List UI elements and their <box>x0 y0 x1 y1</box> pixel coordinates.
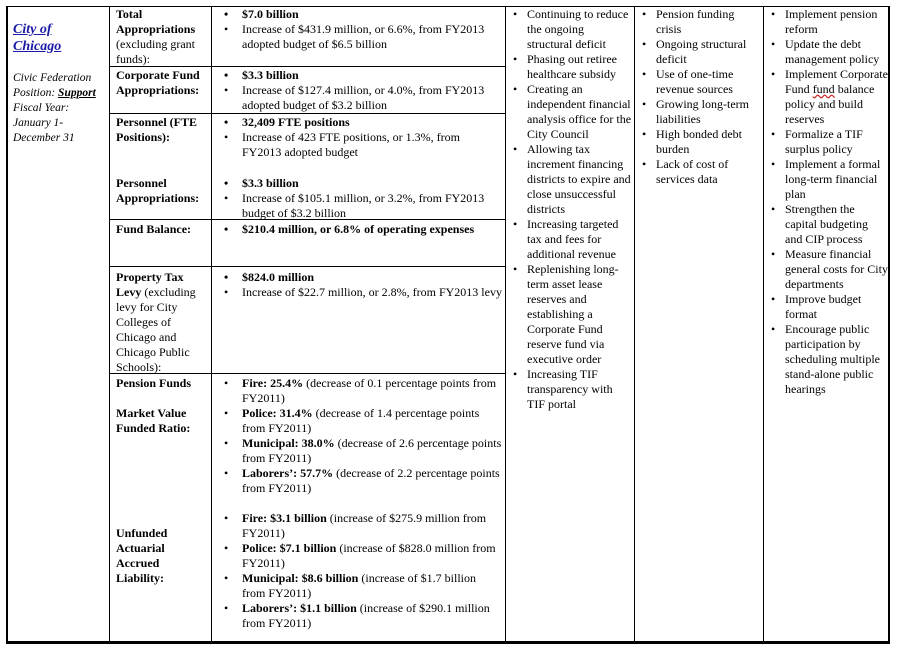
label-text: Appropriations: <box>116 191 200 205</box>
recommendation-item: • Update the debt management policy <box>765 37 888 67</box>
concern-item: • Lack of cost of services data <box>636 157 761 187</box>
personnel-fte-value: • 32,409 FTE positions <box>216 115 502 130</box>
fund-change: (decrease of 1.4 percentage points from FY2011) <box>242 406 480 435</box>
positive-item: • Creating an independent financial analysis office for the City Council <box>507 82 632 142</box>
label-text: Personnel (FTE <box>116 115 197 129</box>
fund-change: (decrease of 2.2 percentage points from FY2011) <box>242 466 500 495</box>
pension-ratio-values <box>216 376 502 496</box>
fund-name: Municipal: $8.6 billion <box>242 571 359 585</box>
fund-name: Laborers’: 57.7% <box>242 466 334 480</box>
corp-fund-detail: • Increase of $127.4 million, or 4.0%, from FY2013 adopted budget of $3.2 billion <box>216 83 502 113</box>
corp-fund-label <box>116 68 208 98</box>
fund-change: (increase of $828.0 million from FY2011) <box>242 541 496 570</box>
position-prefix: Position: <box>13 87 59 99</box>
property-tax-values <box>216 270 502 300</box>
fund-change: (decrease of 2.6 percentage points from FY2011) <box>242 436 502 465</box>
rec-text: Implement Corporate Fund <box>785 67 888 96</box>
corp-fund-values <box>216 68 502 113</box>
agency-meta <box>13 71 105 146</box>
positives-column <box>507 7 632 412</box>
row-divider <box>109 266 505 267</box>
label-note: (excluding levy for City Colleges of Chicago and Chicago Public Schools): <box>116 285 196 374</box>
label-text: Appropriations: <box>116 83 200 97</box>
recommendation-item: • Implement a formal long-term financial plan <box>765 157 888 202</box>
recommendation-item: • Improve budget format <box>765 292 888 322</box>
positive-item: • Phasing out retiree healthcare subsidy <box>507 52 632 82</box>
total-approp-values <box>216 7 502 52</box>
ual-label <box>116 526 208 586</box>
column-divider <box>634 6 635 644</box>
fund-balance-label: Fund Balance: <box>116 222 192 236</box>
fund-name: Laborers’: $1.1 billion <box>242 601 357 615</box>
personnel-approp-values <box>216 176 502 221</box>
recommendation-item: • Implement pension reform <box>765 7 888 37</box>
recommendation-item: • Measure financial general costs for City departments <box>765 247 888 292</box>
positive-item: • Increasing targeted tax and fees for additional revenue <box>507 217 632 262</box>
concerns-column <box>636 7 761 187</box>
agency-cell <box>13 21 105 146</box>
label-text: Total <box>116 7 143 21</box>
fund-name: Police: $7.1 billion <box>242 541 337 555</box>
fund-change: (increase of $1.7 billion from FY2011) <box>242 571 476 600</box>
corp-fund-value: • $3.3 billion <box>216 68 502 83</box>
personnel-fte-detail: • Increase of 423 FTE positions, or 1.3%, from FY2013 adopted budget <box>216 130 502 160</box>
label-text: Corporate Fund <box>116 68 200 82</box>
fund-name: Municipal: 38.0% <box>242 436 335 450</box>
column-divider <box>109 6 110 644</box>
label-text: Actuarial <box>116 541 165 555</box>
personnel-fte-label <box>116 115 208 145</box>
concern-item: • Pension funding crisis <box>636 7 761 37</box>
column-divider <box>211 6 212 644</box>
positive-item: • Continuing to reduce the ongoing structural deficit <box>507 7 632 52</box>
liability-item <box>216 511 502 541</box>
concern-item: • High bonded debt burden <box>636 127 761 157</box>
label-text: Property Tax <box>116 270 184 284</box>
agency-name-line2: Chicago <box>13 39 62 54</box>
recommendations-column <box>765 7 888 397</box>
label-note: (excluding grant funds): <box>116 37 195 66</box>
rec-text: balance policy and build reserves <box>785 82 875 126</box>
label-text: Accrued <box>116 556 160 570</box>
label-text: Pension Funds <box>116 376 192 390</box>
evaluator-label: Civic Federation <box>13 72 92 84</box>
agency-name-line1: City of <box>13 22 52 37</box>
property-tax-detail: • Increase of $22.7 million, or 2.8%, from FY2013 levy <box>216 285 502 300</box>
label-text: Appropriations <box>116 22 196 36</box>
fund-change: (increase of $290.1 million from FY2011) <box>242 601 490 630</box>
personnel-approp-label <box>116 176 208 206</box>
column-divider <box>505 6 506 644</box>
concern-item: • Ongoing structural deficit <box>636 37 761 67</box>
total-approp-value: • $7.0 billion <box>216 7 502 22</box>
ual-values <box>216 511 502 631</box>
positive-item: • Increasing TIF transparency with TIF portal <box>507 367 632 412</box>
position-value: Support <box>58 87 96 99</box>
pension-ratio-item <box>216 406 502 436</box>
liability-item <box>216 571 502 601</box>
fiscal-year-start: January 1- <box>13 117 64 129</box>
label-text: Funded Ratio: <box>116 421 191 435</box>
recommendation-item: • Encourage public participation by scheduling multiple stand-alone public hearings <box>765 322 888 397</box>
concern-item: • Growing long-term liabilities <box>636 97 761 127</box>
fund-balance-values <box>216 222 502 237</box>
fund-name: Fire: $3.1 billion <box>242 511 327 525</box>
positive-item: • Allowing tax increment financing districts to expire and close unsuccessful districts <box>507 142 632 217</box>
column-divider <box>763 6 764 644</box>
label-text: Personnel <box>116 176 167 190</box>
label-text: Market Value <box>116 406 187 420</box>
agency-name-link[interactable] <box>13 22 61 54</box>
label-text: Positions): <box>116 130 170 144</box>
pension-label <box>116 376 208 436</box>
total-approp-detail: • Increase of $431.9 million, or 6.6%, from FY2013 adopted budget of $6.5 billion <box>216 22 502 52</box>
personnel-fte-values <box>216 115 502 160</box>
label-text: Liability: <box>116 571 165 585</box>
total-approp-label <box>116 7 208 67</box>
pension-ratio-item <box>216 436 502 466</box>
recommendation-item: • Formalize a TIF surplus policy <box>765 127 888 157</box>
pension-ratio-item <box>216 376 502 406</box>
liability-item <box>216 541 502 571</box>
row-divider <box>109 113 505 114</box>
concern-item: • Use of one-time revenue sources <box>636 67 761 97</box>
pension-ratio-item <box>216 466 502 496</box>
liability-item <box>216 601 502 631</box>
fiscal-year-end: December 31 <box>13 132 75 144</box>
personnel-approp-value: • $3.3 billion <box>216 176 502 191</box>
fund-name: Fire: 25.4% <box>242 376 304 390</box>
fund-balance-value: • $210.4 million, or 6.8% of operating expenses <box>216 222 502 237</box>
position-line <box>13 86 105 101</box>
rec-text-flagged: fund <box>812 82 835 96</box>
fund-change: (increase of $275.9 million from FY2011) <box>242 511 487 540</box>
property-tax-label <box>116 270 208 375</box>
fiscal-year-label: Fiscal Year: <box>13 102 70 114</box>
personnel-approp-detail: • Increase of $105.1 million, or 3.2%, from FY2013 budget of $3.2 billion <box>216 191 502 221</box>
fund-change: (decrease of 0.1 percentage points from FY2011) <box>242 376 497 405</box>
recommendation-item <box>765 67 888 127</box>
property-tax-value: • $824.0 million <box>216 270 502 285</box>
recommendation-item: • Strengthen the capital budgeting and CIP process <box>765 202 888 247</box>
positive-item: • Replenishing long-term asset lease reserves and establishing a Corporate Fund reserve fund via executive order <box>507 262 632 367</box>
label-text: Levy <box>116 285 142 299</box>
label-text: Unfunded <box>116 526 168 540</box>
fund-name: Police: 31.4% <box>242 406 313 420</box>
